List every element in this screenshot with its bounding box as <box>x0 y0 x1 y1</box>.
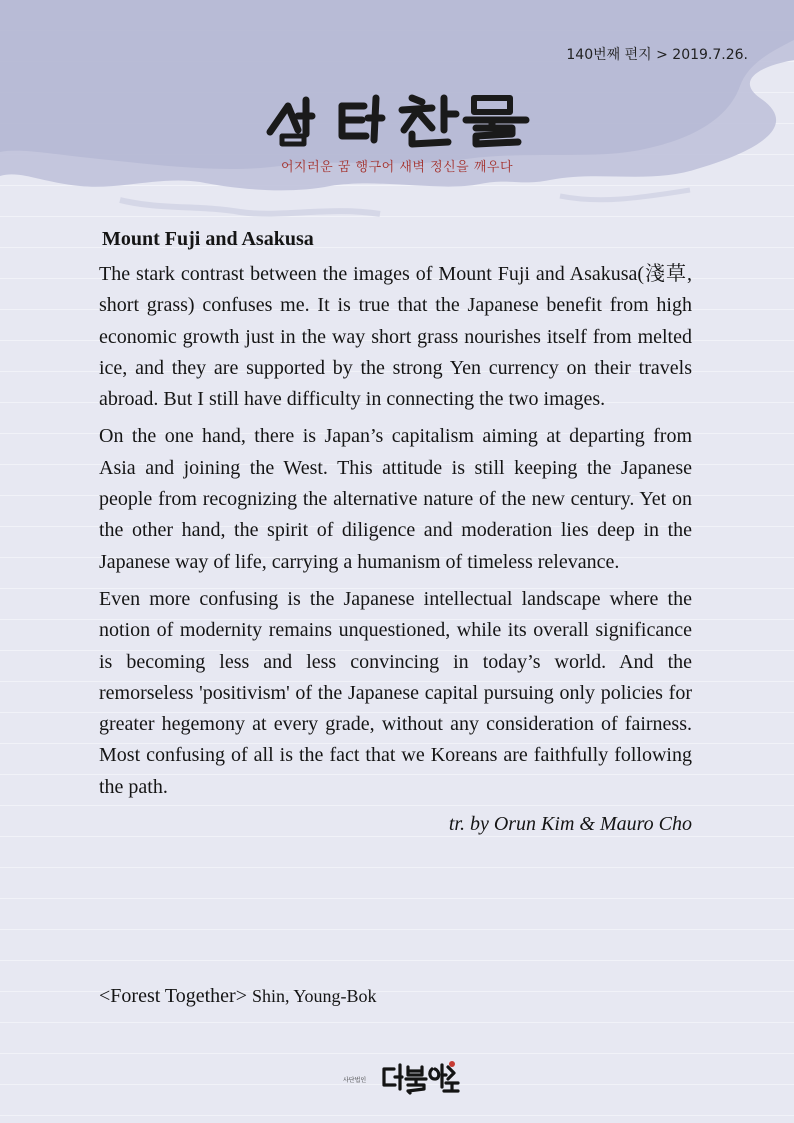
paragraph: On the one hand, there is Japan’s capitalism aiming at departing from Asia and joining the West. This attitude is still keeping the Japanese people from recognizing the alternative nature of the new century. Yet on the other hand, the spirit of diligence and moderation lies deep in the Japanese way of life, carrying a humanism of timeless relevance. <box>99 425 692 573</box>
source-book: <Forest Together> <box>99 985 247 1007</box>
samteo-chanmul-logo <box>262 92 538 148</box>
letter-body <box>99 228 692 840</box>
translator-credit: tr. by Orun Kim & Mauro Cho <box>448 813 692 836</box>
source-author: Shin, Young-Bok <box>252 986 377 1006</box>
tagline: 어지러운 꿈 행구어 새벽 정신을 깨우다 <box>280 160 514 175</box>
footer-org-small: 사단법인 <box>343 1077 367 1084</box>
letter-title: Mount Fuji and Asakusa <box>102 228 314 250</box>
issue-date: 140번째 편지 > 2019.7.26. <box>566 47 748 63</box>
deobureo-sup-logo <box>340 1059 460 1097</box>
paragraph: Even more confusing is the Japanese intellectual landscape where the notion of modernity remains unquestioned, while its overall significance is becoming less and less convincing in today’s world. And the remorseless 'positivism' of the Japanese capital pursuing only policies for greater hegemony at every grade, without any consideration of fairness. Most confusing of all is the fact that we Koreans are faithfully following the path. <box>99 587 692 798</box>
paragraph: The stark contrast between the images of Mount Fuji and Asakusa(淺草, short grass) confuses me. It is true that the Japanese benefit from high economic growth just in the way short grass nourishes itself from melted ice, and they are supported by the strong Yen currency on their travels abroad. But I still have difficulty in connecting the two images. <box>99 263 692 411</box>
source-citation <box>99 985 377 1008</box>
